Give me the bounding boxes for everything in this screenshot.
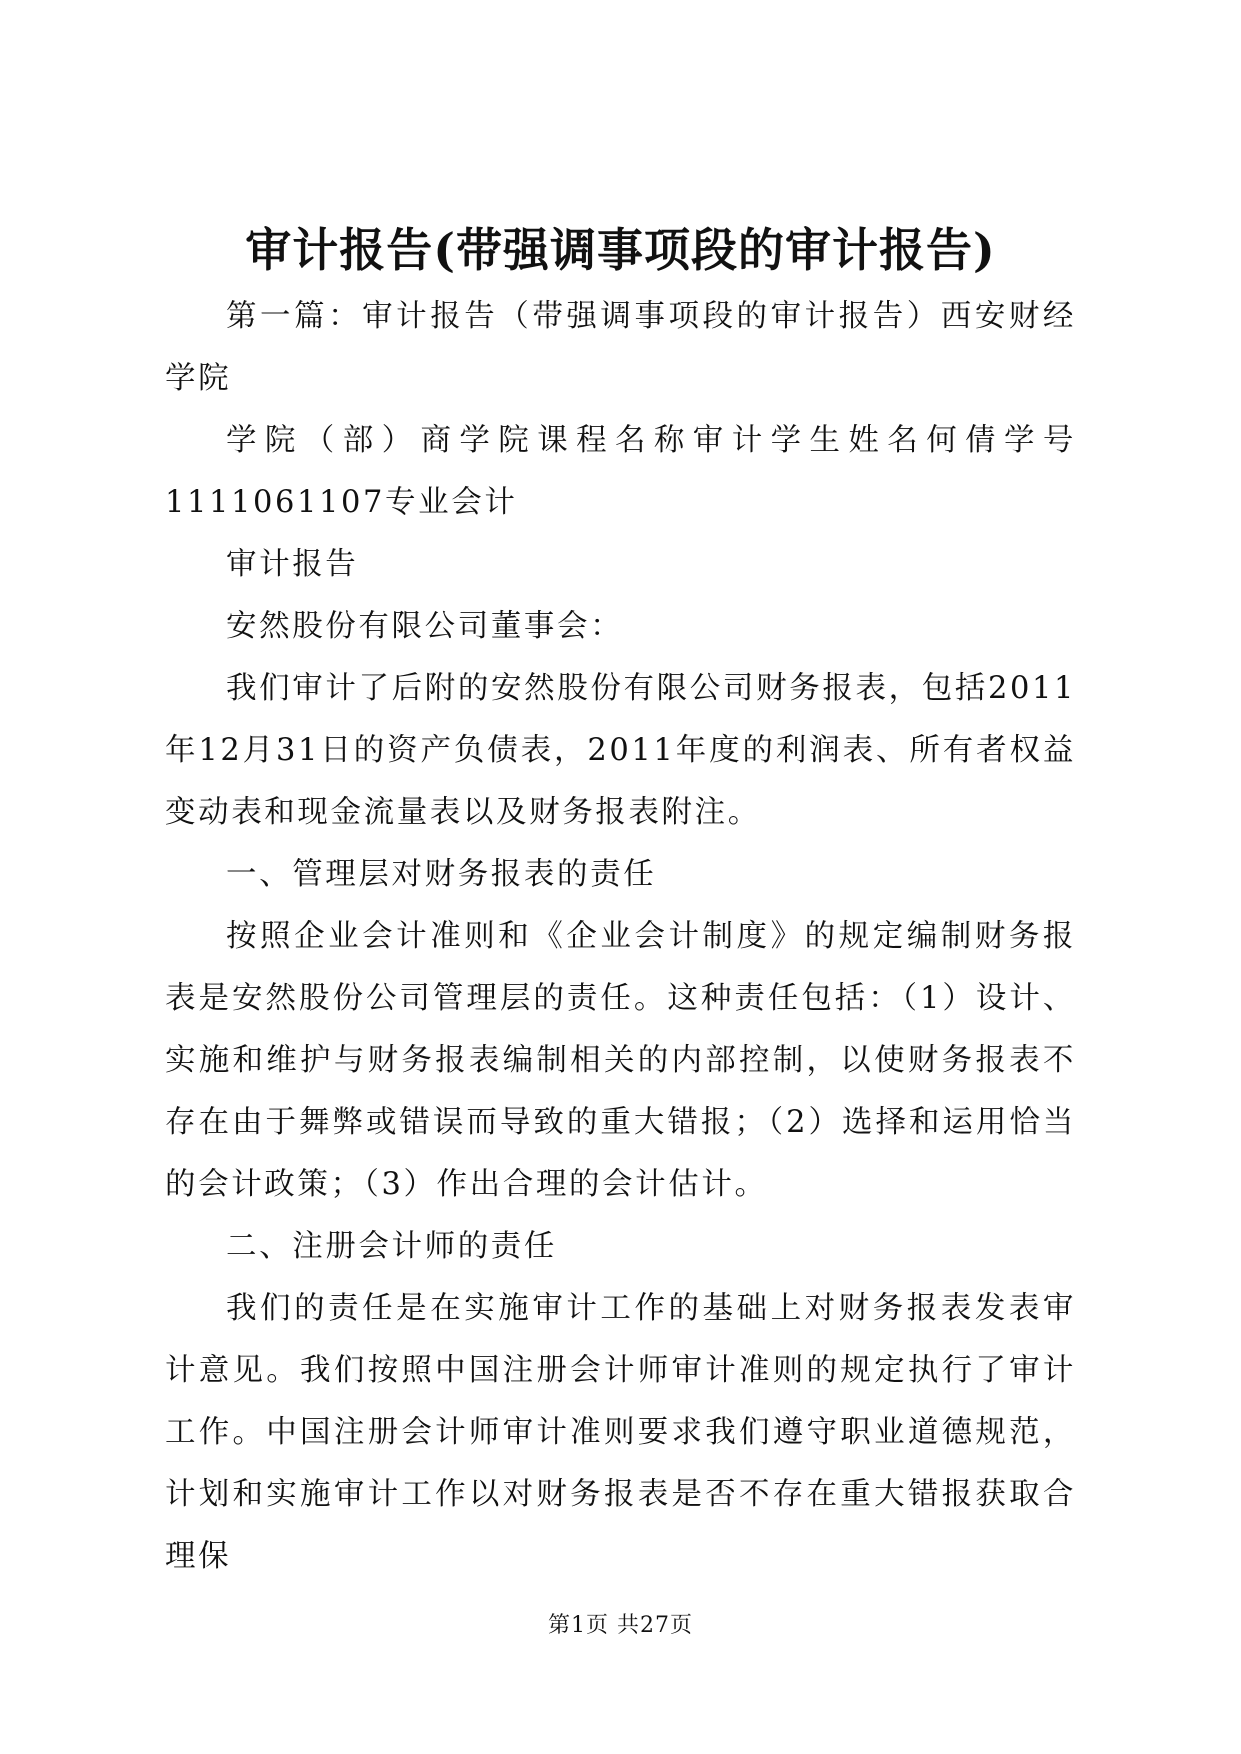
paragraph-audit-scope: 我们审计了后附的安然股份有限公司财务报表，包括2011年12月31日的资产负债表，2011年度的利润表、所有者权益变动表和现金流量表以及财务报表附注。 [165,671,1076,830]
paragraph-heading-first-article: 第一篇：审计报告（带强调事项段的审计报告）西安财经学院 [165,299,1076,396]
paragraph-auditor-responsibility: 我们的责任是在实施审计工作的基础上对财务报表发表审计意见。我们按照中国注册会计师审计准则的规定执行了审计工作。中国注册会计师审计准则要求我们遵守职业道德规范，计划和实施审计工作以对财务报表是否不存在重大错报获取合理保 [165,1291,1076,1574]
document-body [165,286,1076,1588]
paragraph-addressee: 安然股份有限公司董事会： [226,609,624,644]
paragraph-student-info: 学院（部）商学院课程名称审计学生姓名何倩学号1111061107专业会计 [165,423,1076,520]
paragraph-report-label: 审计报告 [226,547,359,582]
page-number-footer: 第1页 共27页 [548,1613,693,1638]
paragraph-management-responsibility: 按照企业会计准则和《企业会计制度》的规定编制财务报表是安然股份公司管理层的责任。这种责任包括：（1）设计、实施和维护与财务报表编制相关的内部控制，以使财务报表不存在由于舞弊或错误而导致的重大错报；（2）选择和运用恰当的会计政策；（3）作出合理的会计估计。 [165,919,1076,1202]
document-title: 审计报告(带强调事项段的审计报告) [245,223,996,277]
paragraph-section-auditor: 二、注册会计师的责任 [226,1229,557,1264]
paragraph-section-management: 一、管理层对财务报表的责任 [226,857,657,892]
